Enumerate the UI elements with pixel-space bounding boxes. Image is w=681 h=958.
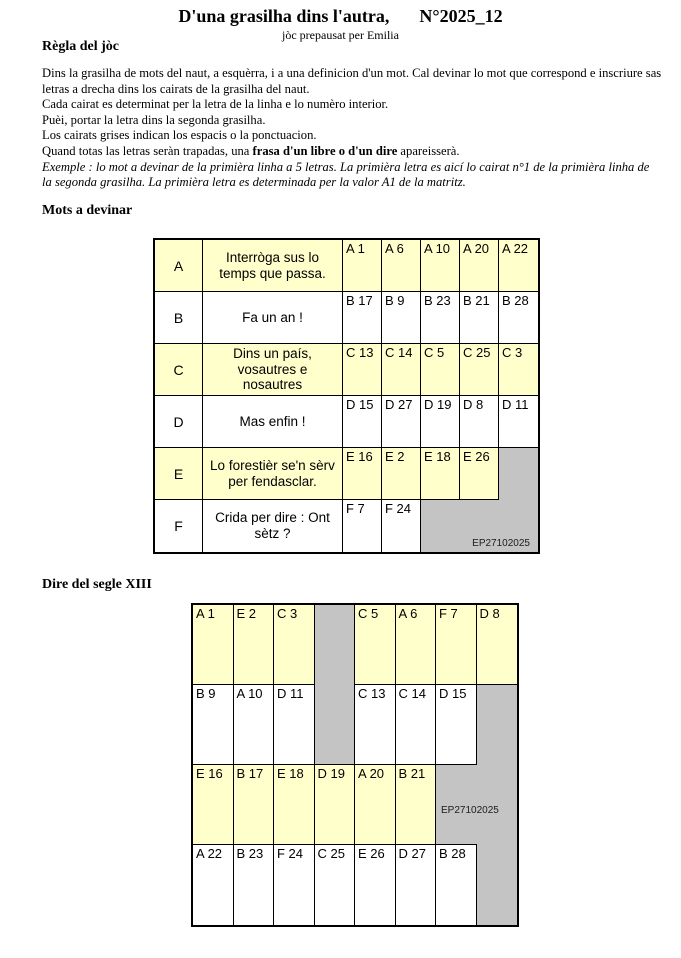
grid-cell: C 14 [396, 685, 437, 765]
code-cell: B 17 [343, 292, 382, 344]
empty-cell [421, 500, 460, 552]
grid-cell: A 10 [234, 685, 275, 765]
words-heading: Mots a devinar [42, 203, 133, 218]
rules-line-5-bold: frasa d'un libre o d'un dire [252, 143, 398, 158]
grid-cell: D 11 [274, 685, 315, 765]
grid-cell: A 22 [193, 845, 234, 925]
empty-cell [315, 605, 356, 685]
grid-cell: F 24 [274, 845, 315, 925]
definition-cell: Lo forestièr se'n sèrv per fendasclar. [203, 448, 343, 500]
rules-line-2: Cada cairat es determinat per la letra de la linha e lo numèro interior. [42, 97, 389, 112]
letter-cell: B [155, 292, 203, 344]
code-cell: C 25 [460, 344, 499, 396]
grid-cell: D 15 [436, 685, 477, 765]
code-cell: D 11 [499, 396, 538, 448]
rules-line-5-pre: Quand totas las letras seràn trapadas, una [42, 143, 253, 158]
code-cell: F 24 [382, 500, 421, 552]
letter-cell: E [155, 448, 203, 500]
grid-cell: B 28 [436, 845, 477, 925]
rules-line-5 [42, 144, 662, 160]
page-title [0, 6, 681, 27]
empty-cell [477, 685, 518, 765]
code-cell: C 14 [382, 344, 421, 396]
code-cell: E 18 [421, 448, 460, 500]
rules-heading: Règla del jòc [42, 39, 119, 54]
empty-cell [499, 448, 538, 500]
rules-line-5-post: apareisserà. [397, 143, 460, 158]
code-cell: C 5 [421, 344, 460, 396]
grid-cell: C 13 [355, 685, 396, 765]
grid-cell: C 3 [274, 605, 315, 685]
code-cell: B 21 [460, 292, 499, 344]
rules-line-4: Los cairats grises indican los espacis o la ponctuacion. [42, 128, 317, 143]
definition-cell: Dins un país, vosautres e nosautres [203, 344, 343, 396]
code-cell: B 23 [421, 292, 460, 344]
code-cell: B 9 [382, 292, 421, 344]
grid-cell: C 5 [355, 605, 396, 685]
code-cell: A 10 [421, 240, 460, 292]
code-cell: C 13 [343, 344, 382, 396]
dire-heading: Dire del segle XIII [42, 577, 152, 592]
definition-cell: Mas enfin ! [203, 396, 343, 448]
grid-cell: D 8 [477, 605, 518, 685]
code-cell: D 19 [421, 396, 460, 448]
letter-cell: A [155, 240, 203, 292]
rules-line-3: Puèi, portar la letra dins la segonda grasilha. [42, 112, 266, 127]
definition-cell: Fa un an ! [203, 292, 343, 344]
letter-cell: F [155, 500, 203, 552]
code-cell: E 16 [343, 448, 382, 500]
page-header [0, 6, 681, 43]
code-cell: C 3 [499, 344, 538, 396]
grid-cell: E 26 [355, 845, 396, 925]
page-subtitle: jòc prepausat per Emilia [282, 28, 399, 42]
code-cell: A 20 [460, 240, 499, 292]
dire-grid [191, 603, 519, 927]
grid-cell: E 16 [193, 765, 234, 845]
grid-cell: C 25 [315, 845, 356, 925]
rules-paragraph-1: Dins la grasilha de mots del naut, a esquèrra, i a una definicion d'un mot. Cal devinar lo mot que correspond e inscriure sas letras a drecha dins los cairats de la grasilha del naut. [42, 66, 662, 96]
empty-cell [477, 845, 518, 925]
grid-cell: F 7 [436, 605, 477, 685]
words-table [153, 238, 540, 554]
grid-cell: D 19 [315, 765, 356, 845]
page-title-text: D'una grasilha dins l'autra, [178, 6, 390, 26]
code-cell: F 7 [343, 500, 382, 552]
code-cell: D 15 [343, 396, 382, 448]
grid-cell: B 17 [234, 765, 275, 845]
grid-cell: A 6 [396, 605, 437, 685]
letter-cell: D [155, 396, 203, 448]
code-cell: D 27 [382, 396, 421, 448]
rules-text [42, 66, 662, 191]
code-cell: D 8 [460, 396, 499, 448]
grid-cell: B 9 [193, 685, 234, 765]
code-cell: A 6 [382, 240, 421, 292]
watermark: EP27102025 [472, 538, 530, 549]
code-cell: E 26 [460, 448, 499, 500]
grid-cell: E 18 [274, 765, 315, 845]
grid-cell: E 2 [234, 605, 275, 685]
empty-cell [315, 685, 356, 765]
code-cell: A 1 [343, 240, 382, 292]
grid-cell: B 23 [234, 845, 275, 925]
letter-cell: C [155, 344, 203, 396]
code-cell: E 2 [382, 448, 421, 500]
code-cell: A 22 [499, 240, 538, 292]
grid-cell: B 21 [396, 765, 437, 845]
watermark: EP27102025 [441, 805, 499, 816]
page-title-number: N°2025_12 [419, 6, 503, 26]
grid-cell: A 20 [355, 765, 396, 845]
definition-cell: Interròga sus lo temps que passa. [203, 240, 343, 292]
grid-cell: D 27 [396, 845, 437, 925]
code-cell: B 28 [499, 292, 538, 344]
definition-cell: Crida per dire : Ont sètz ? [203, 500, 343, 552]
rules-example: Exemple : lo mot a devinar de la primièra linha a 5 letras. La primièra letra es aicí lo cairat n°1 de la primièra linha de la segonda grasilha. La primièra letra es determinada per la valor A1 de la matritz. [42, 159, 650, 190]
grid-cell: A 1 [193, 605, 234, 685]
